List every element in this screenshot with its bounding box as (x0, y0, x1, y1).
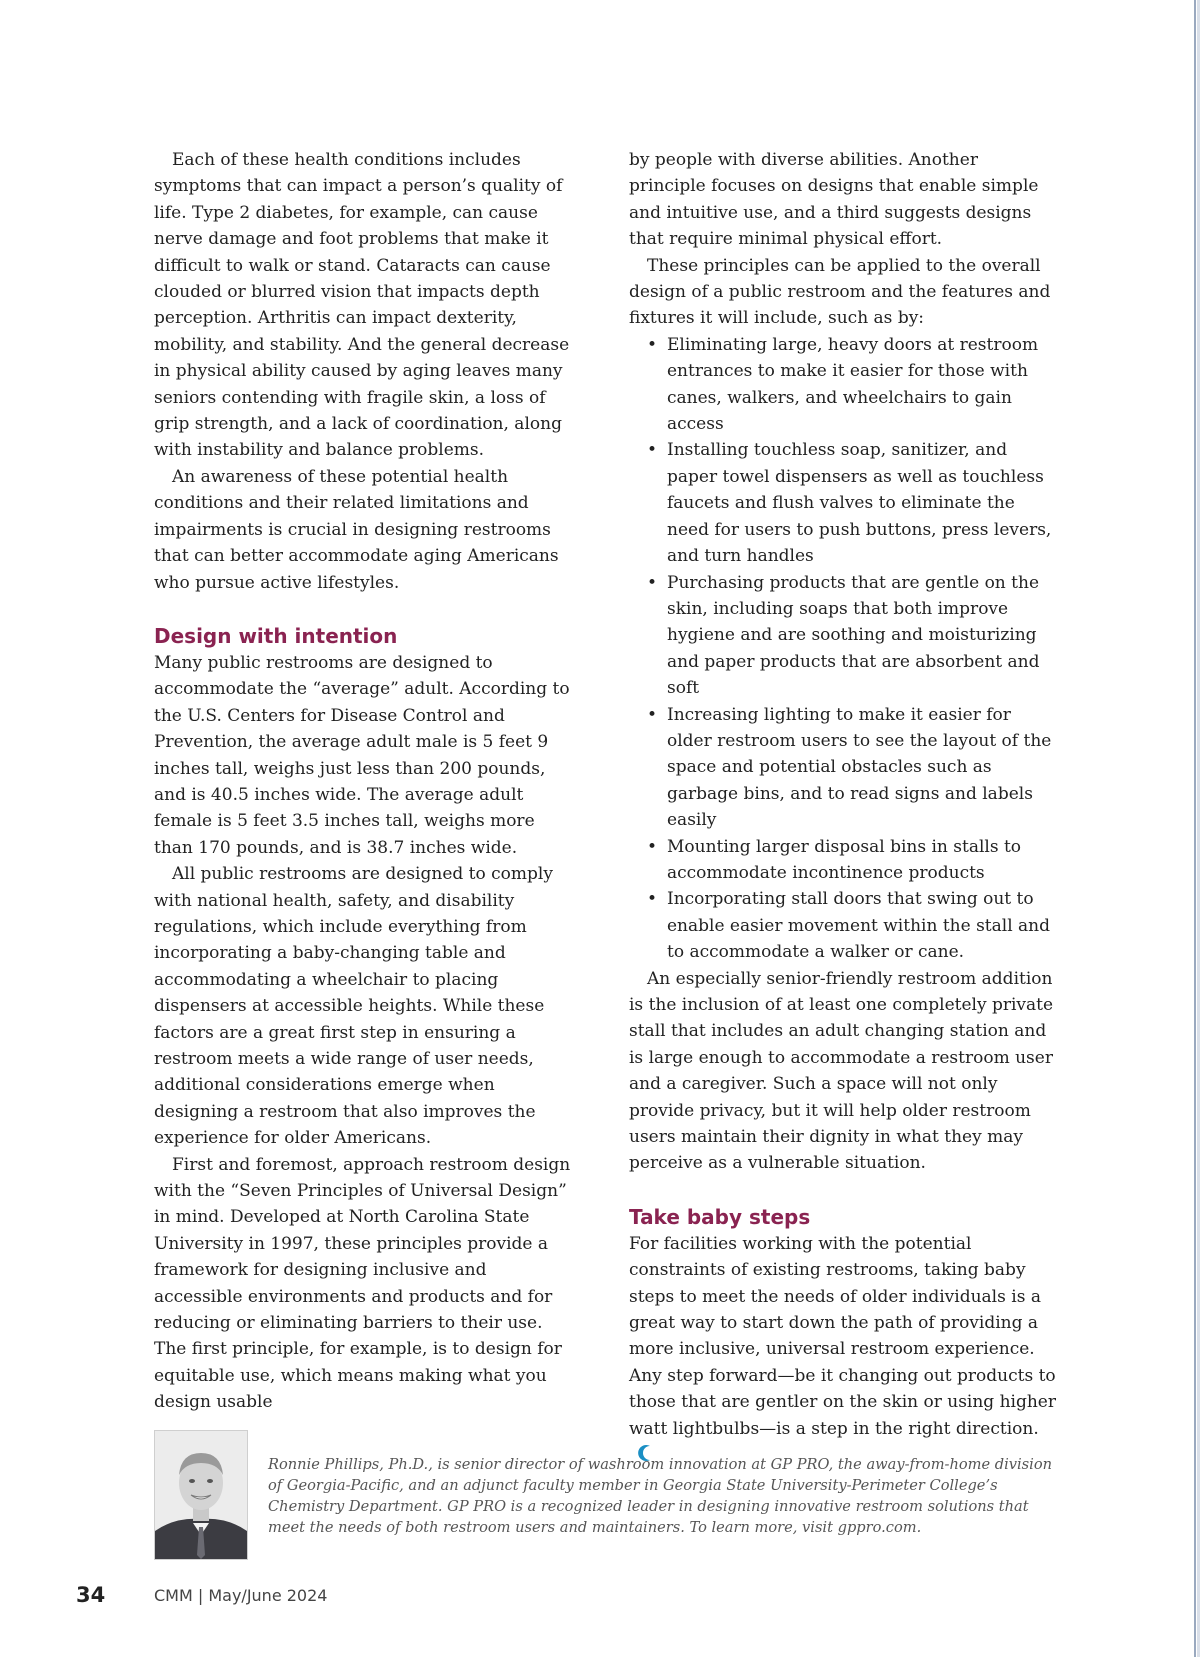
author-bio (154, 1430, 1054, 1560)
section-heading: Design with intention (154, 623, 398, 648)
closing-paragraph-text: For facilities working with the potential constraints of existing restrooms, taking baby steps to meet the needs of older individuals is a great way to start down the path of providing a more inclusive, universal restroom experience. Any step forward—be it changing out products to those that are gentler on the skin or using higher watt lightbulbs—is a step in the right direction. (629, 1233, 1056, 1439)
bullet-list (629, 332, 1059, 966)
list-item: • Incorporating stall doors that swing out to enable easier movement within the stall and to accommodate a walker or cane. (667, 886, 1059, 965)
author-portrait (154, 1430, 248, 1560)
page-footer (76, 1583, 576, 1613)
paragraph: All public restrooms are designed to comply with national health, safety, and disability regulations, which include everything from incorporating a baby-changing table and accommodating a wheelchair to placing dispensers at accessible heights. While these factors are a great first step in ensuring a restroom meets a wide range of user needs, additional considerations emerge when designing a restroom that also improves the experience for older Americans. (154, 864, 553, 1149)
paragraph: First and foremost, approach restroom design with the “Seven Principles of Universal Design” in mind. Developed at North Carolina State University in 1997, these principles provide a framework for designing inclusive and accessible environments and products and for reducing or eliminating barriers to their use. The first principle, for example, is to design for equitable use, which means making what you design usable (154, 1154, 571, 1413)
list-item: • Purchasing products that are gentle on the skin, including soaps that both improve hygiene and are soothing and moisturizing and paper products that are absorbent and soft (667, 570, 1059, 702)
paragraph: These principles can be applied to the overall design of a public restroom and the features and fixtures it will include, such as by: (629, 255, 1051, 329)
section-heading: Take baby steps (629, 1204, 811, 1229)
paragraph: by people with diverse abilities. Another principle focuses on designs that enable simple and intuitive use, and a third suggests designs that require minimal physical effort. (629, 150, 1039, 250)
list-item: • Mounting larger disposal bins in stalls to accommodate incontinence products (667, 834, 1059, 887)
author-bio-text: Ronnie Phillips, Ph.D., is senior director of washroom innovation at GP PRO, the away-from-home division of Georgia-Pacific, and an adjunct faculty member in Georgia State University-Perimeter College’s Chemistry Department. GP PRO is a recognized leader in designing innovative restroom solutions that meet the needs of both restroom users and maintainers. To learn more, visit gppro.com. (268, 1456, 1053, 1536)
paragraph: Many public restrooms are designed to accommodate the “average” adult. According to the U.S. Centers for Disease Control and Prevention, the average adult male is 5 feet 9 inches tall, weighs just less than 200 pounds, and is 40.5 inches wide. The average adult female is 5 feet 3.5 inches tall, weighs more than 170 pounds, and is 38.7 inches wide. (154, 652, 570, 858)
page-number: 34 (76, 1583, 106, 1607)
right-column (629, 147, 1059, 1469)
list-item: • Increasing lighting to make it easier for older restroom users to see the layout of the space and potential obstacles such as garbage bins, and to read signs and labels easily (667, 702, 1059, 834)
publication-issue: CMM | May/June 2024 (154, 1586, 328, 1605)
paragraph: Each of these health conditions includes symptoms that can impact a person’s quality of life. Type 2 diabetes, for example, can cause nerve damage and foot problems that make it difficult to walk or stand. Cataracts can cause clouded or blurred vision that impacts depth perception. Arthritis can impact dexterity, mobility, and stability. And the general decrease in physical ability caused by aging leaves many seniors contending with fragile skin, a loss of grip strength, and a lack of coordination, along with instability and balance problems. (154, 150, 570, 461)
page-edge-line (1194, 0, 1196, 1657)
paragraph: An especially senior-friendly restroom addition is the inclusion of at least one completely private stall that includes an adult changing station and is large enough to accommodate a restroom user and a caregiver. Such a space will not only provide privacy, but it will help older restroom users maintain their dignity in what they may perceive as a vulnerable situation. (629, 968, 1054, 1174)
left-column (154, 147, 574, 1416)
paragraph: An awareness of these potential health conditions and their related limitations and impairments is crucial in designing restrooms that can better accommodate aging Americans who pursue active lifestyles. (154, 466, 559, 593)
list-item: • Installing touchless soap, sanitizer, and paper towel dispensers as well as touchless faucets and flush valves to eliminate the need for users to push buttons, press levers, and turn handles (667, 437, 1059, 569)
list-item: • Eliminating large, heavy doors at restroom entrances to make it easier for those with canes, walkers, and wheelchairs to gain access (667, 332, 1059, 438)
